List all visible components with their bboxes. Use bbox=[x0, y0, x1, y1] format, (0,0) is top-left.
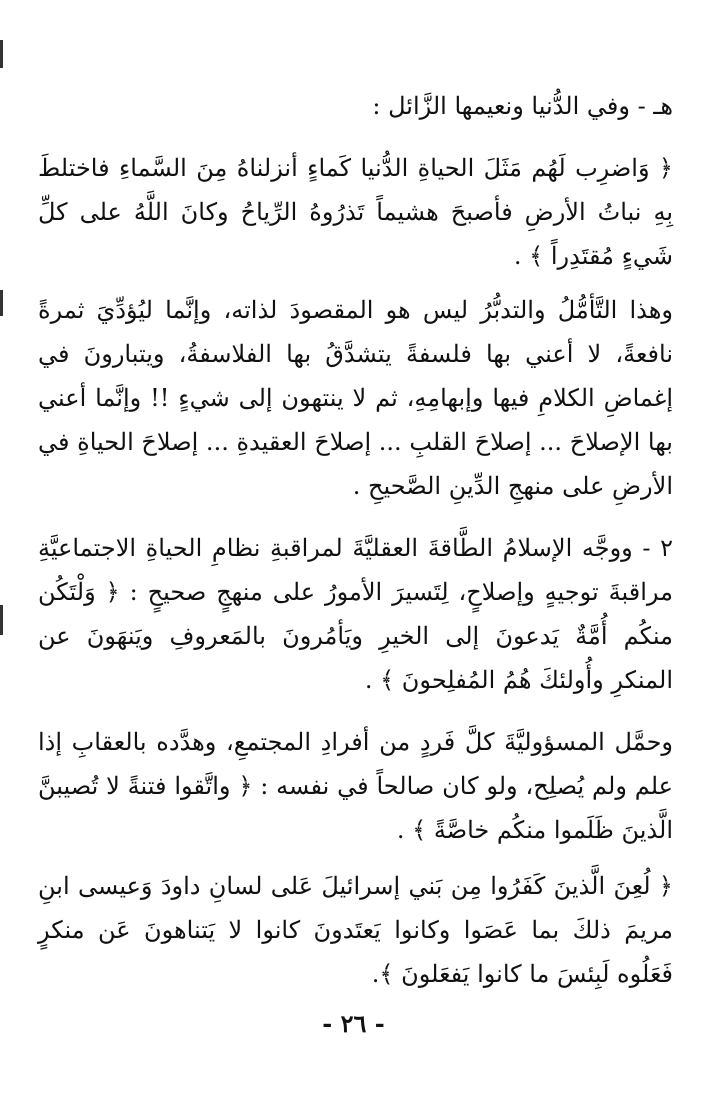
paragraph-responsibility: وحمَّل المسؤوليَّةَ كلَّ فَردٍ من أفرادِ المجتمعِ، وهدَّده بالعقابِ إذا علم ولم يُصلِح، ولو كان صالحاً في نفسه : ﴿ واتَّقوا فتنةً لا تُصيبنَّ الَّذينَ ظَلَموا منكُم خاصَّةً ﴾ . bbox=[38, 728, 673, 844]
page-number: - ٢٦ - bbox=[322, 1009, 385, 1038]
paragraph-quran-verse-2: ﴿ لُعِنَ الَّذينَ كَفَرُوا مِن بَني إسرائيلَ عَلى لسانِ داودَ وَعيسى ابنِ مريمَ ذلكَ بما عَصَوا وكانوا يَعتَدونَ كانوا لا يَتناهونَ عَن منكرٍ فَعَلُوه لَبِئسَ ما كانوا يَفعَلونَ ﴾. bbox=[38, 872, 673, 988]
scan-edge-mark bbox=[0, 290, 3, 316]
paragraph-heading-item: هـ - وفي الدُّنيا ونعيمها الزَّائل : bbox=[372, 92, 673, 120]
scan-edge-mark bbox=[0, 40, 3, 68]
paragraph-point-2: ٢ - ووجَّه الإسلامُ الطَّاقةَ العقليَّةَ لمراقبةِ نظامِ الحياةِ الاجتماعيَّةِ مراقبةَ توجيهٍ وإصلاحٍ، لِتَسيرَ الأمورُ على منهجٍ صحيحٍ : ﴿ وَلْتَكُن منكُم أُمَّةٌ يَدعونَ إلى الخيرِ ويَأمُرونَ بالمَعروفِ ويَنهَونَ عن المنكرِ وأُولئكَ هُمُ المُفلِحونَ ﴾ . bbox=[38, 534, 673, 694]
paragraph-reflection: وهذا التَّأمُّلُ والتدبُّرُ ليس هو المقصودَ لذاته، وإنَّما ليُؤدِّيَ ثمرةً نافعةً، لا أعني بها فلسفةً يتشدَّقُ بها الفلاسفةُ، ويتبارونَ في إغماضِ الكلامِ فيها وإبهامِهِ، ثم لا ينتهون إلى شيءٍ !! وإنَّما أعني بها الإصلاحَ ... إصلاحَ القلبِ ... إصلاحَ العقيدةِ ... إصلاحَ الحياةِ في الأرضِ على منهجِ الدِّينِ الصَّحيحِ . bbox=[38, 296, 673, 500]
paragraph-quran-verse-1: ﴿ وَاضرِب لَهُم مَثَلَ الحياةِ الدُّنيا كَماءٍ أنزلناهُ مِنَ السَّماءِ فاختلطَ بِهِ نباتُ الأرضِ فأصبحَ هشيماً تَذرُوهُ الرِّياحُ وكانَ اللَّهُ على كلِّ شَيءٍ مُقتَدِراً ﴾ . bbox=[38, 154, 673, 270]
scan-edge-mark bbox=[0, 605, 3, 635]
